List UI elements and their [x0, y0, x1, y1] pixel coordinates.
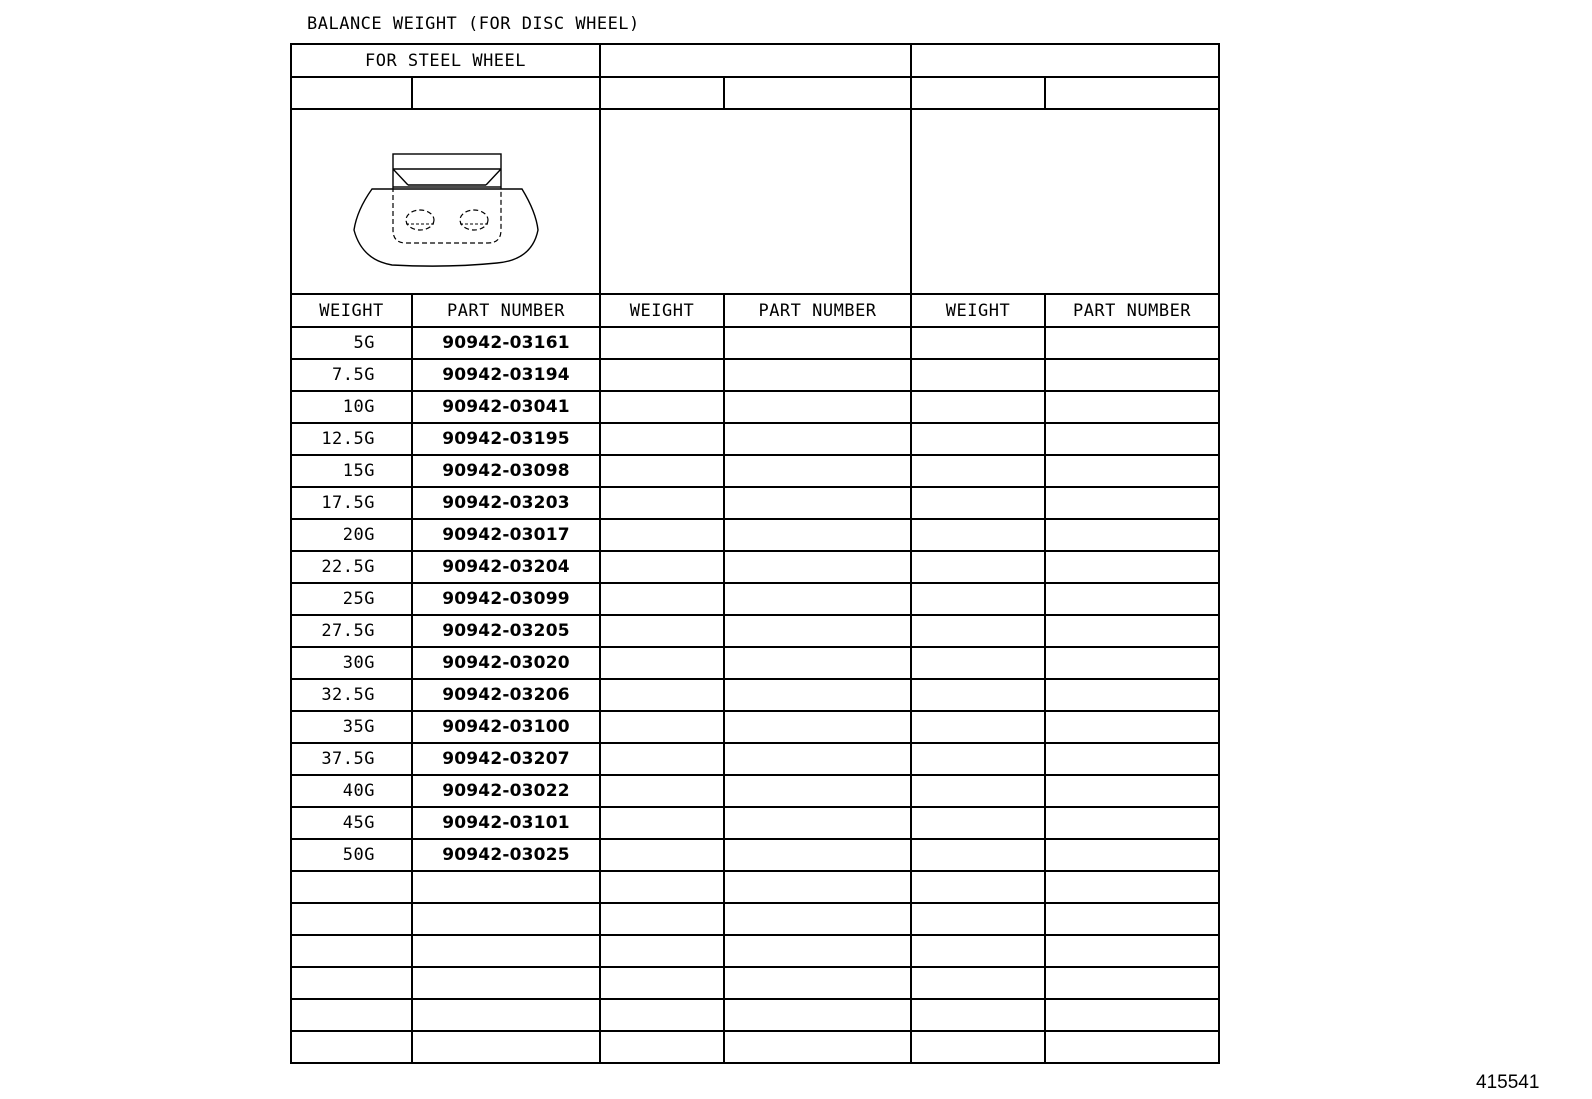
- table-row: [291, 711, 1219, 743]
- part-number-cell: [412, 935, 600, 967]
- weight-cell: [911, 871, 1045, 903]
- part-number-cell: [1045, 807, 1219, 839]
- part-number-cell: [1045, 743, 1219, 775]
- part-number-cell: [1045, 487, 1219, 519]
- weight-cell: [600, 711, 724, 743]
- weight-cell: [600, 999, 724, 1031]
- part-number-cell: [1045, 615, 1219, 647]
- part-number-cell: 90942-03205: [412, 615, 600, 647]
- table-row: [291, 551, 1219, 583]
- part-number-cell: [724, 743, 911, 775]
- part-number-cell: [1045, 839, 1219, 871]
- part-number-cell: [724, 871, 911, 903]
- part-number-cell: 90942-03207: [412, 743, 600, 775]
- weight-cell: [911, 775, 1045, 807]
- table-row: [291, 519, 1219, 551]
- weight-cell: [911, 967, 1045, 999]
- weight-cell: [600, 423, 724, 455]
- weight-cell: [600, 391, 724, 423]
- weight-cell: [911, 999, 1045, 1031]
- part-number-cell: 90942-03020: [412, 647, 600, 679]
- weight-cell: [911, 391, 1045, 423]
- table-row: [291, 743, 1219, 775]
- part-number-cell: [1045, 711, 1219, 743]
- weight-cell: [291, 1031, 412, 1063]
- weight-cell: [911, 487, 1045, 519]
- part-number-cell: [724, 519, 911, 551]
- weight-cell: 35G: [291, 711, 412, 743]
- part-number-cell: [412, 1031, 600, 1063]
- blank-illustration-cell: [600, 109, 911, 294]
- part-number-cell: [724, 359, 911, 391]
- column-header-row: [291, 294, 1219, 327]
- blank-cell: [291, 77, 412, 109]
- weight-cell: [911, 423, 1045, 455]
- part-number-cell: 90942-03017: [412, 519, 600, 551]
- part-number-cell: [724, 583, 911, 615]
- weight-cell: [911, 1031, 1045, 1063]
- weight-cell: [600, 935, 724, 967]
- part-number-cell: [724, 551, 911, 583]
- group-title-2: [600, 44, 911, 77]
- blank-cell: [1045, 77, 1219, 109]
- table-row: [291, 871, 1219, 903]
- part-number-cell: 90942-03099: [412, 583, 600, 615]
- part-number-cell: [1045, 455, 1219, 487]
- part-number-cell: 90942-03041: [412, 391, 600, 423]
- part-number-cell: 90942-03194: [412, 359, 600, 391]
- part-number-column-header: PART NUMBER: [412, 294, 600, 327]
- weight-cell: 32.5G: [291, 679, 412, 711]
- part-number-cell: [724, 647, 911, 679]
- weight-cell: [600, 839, 724, 871]
- part-number-cell: 90942-03098: [412, 455, 600, 487]
- table-row: [291, 391, 1219, 423]
- weight-cell: [600, 967, 724, 999]
- weight-cell: [911, 711, 1045, 743]
- table-row: [291, 615, 1219, 647]
- weight-cell: [911, 679, 1045, 711]
- group-title-steel-wheel: FOR STEEL WHEEL: [291, 44, 600, 77]
- part-number-cell: [724, 935, 911, 967]
- weight-cell: 40G: [291, 775, 412, 807]
- weight-cell: [911, 743, 1045, 775]
- part-number-cell: 90942-03022: [412, 775, 600, 807]
- weight-cell: [600, 775, 724, 807]
- weight-body-outline: [354, 189, 538, 266]
- hidden-lines: [393, 187, 501, 243]
- weight-cell: 45G: [291, 807, 412, 839]
- diagram-id: 415541: [1476, 1072, 1540, 1093]
- part-number-cell: [412, 871, 600, 903]
- part-number-cell: [724, 1031, 911, 1063]
- weight-cell: [600, 327, 724, 359]
- weight-cell: 27.5G: [291, 615, 412, 647]
- part-number-cell: [1045, 423, 1219, 455]
- weight-cell: [911, 583, 1045, 615]
- table-row: [291, 647, 1219, 679]
- part-number-cell: [1045, 583, 1219, 615]
- document-title: BALANCE WEIGHT (FOR DISC WHEEL): [307, 14, 640, 34]
- part-number-cell: [1045, 519, 1219, 551]
- weight-cell: [600, 743, 724, 775]
- part-number-column-header: PART NUMBER: [1045, 294, 1219, 327]
- part-number-cell: [724, 423, 911, 455]
- part-number-cell: [1045, 903, 1219, 935]
- table-row: [291, 327, 1219, 359]
- clip-outline: [393, 154, 501, 187]
- blank-illustration-cell: [911, 109, 1219, 294]
- weight-column-header: WEIGHT: [600, 294, 724, 327]
- part-number-cell: 90942-03025: [412, 839, 600, 871]
- part-number-cell: [1045, 359, 1219, 391]
- part-number-cell: [724, 775, 911, 807]
- part-number-cell: [1045, 391, 1219, 423]
- part-number-cell: [724, 615, 911, 647]
- weight-cell: 15G: [291, 455, 412, 487]
- weight-cell: [291, 903, 412, 935]
- part-number-cell: [724, 903, 911, 935]
- part-number-cell: [724, 839, 911, 871]
- part-number-cell: [1045, 775, 1219, 807]
- table-row: [291, 807, 1219, 839]
- part-number-cell: [1045, 551, 1219, 583]
- part-number-cell: [1045, 871, 1219, 903]
- weight-cell: 50G: [291, 839, 412, 871]
- part-number-cell: [1045, 999, 1219, 1031]
- weight-cell: [600, 871, 724, 903]
- weight-cell: [600, 455, 724, 487]
- part-number-cell: 90942-03204: [412, 551, 600, 583]
- weight-cell: [600, 903, 724, 935]
- weight-cell: [600, 615, 724, 647]
- part-number-cell: [724, 999, 911, 1031]
- weight-cell: 12.5G: [291, 423, 412, 455]
- table-row: [291, 455, 1219, 487]
- table-row: [291, 359, 1219, 391]
- table-row: [291, 903, 1219, 935]
- table-row: [291, 423, 1219, 455]
- weight-cell: 7.5G: [291, 359, 412, 391]
- blank-cell: [600, 77, 724, 109]
- table-row: [291, 967, 1219, 999]
- table-row: [291, 487, 1219, 519]
- part-number-cell: [724, 711, 911, 743]
- part-number-cell: [724, 455, 911, 487]
- weight-cell: [911, 935, 1045, 967]
- weight-cell: [911, 903, 1045, 935]
- weight-cell: [600, 679, 724, 711]
- weight-cell: [600, 807, 724, 839]
- part-number-cell: [412, 999, 600, 1031]
- table-row: [291, 775, 1219, 807]
- weight-cell: 25G: [291, 583, 412, 615]
- weight-cell: [911, 327, 1045, 359]
- weight-cell: [911, 519, 1045, 551]
- weight-cell: [911, 455, 1045, 487]
- part-number-cell: [724, 327, 911, 359]
- part-number-cell: [724, 391, 911, 423]
- table-row: [291, 679, 1219, 711]
- part-number-cell: [1045, 647, 1219, 679]
- part-number-column-header: PART NUMBER: [724, 294, 911, 327]
- part-number-cell: [412, 967, 600, 999]
- part-number-cell: [724, 967, 911, 999]
- weight-cell: [600, 1031, 724, 1063]
- part-number-cell: 90942-03195: [412, 423, 600, 455]
- weight-cell: 30G: [291, 647, 412, 679]
- part-number-cell: 90942-03100: [412, 711, 600, 743]
- part-number-cell: [1045, 327, 1219, 359]
- group-title-3: [911, 44, 1219, 77]
- weight-cell: [911, 615, 1045, 647]
- weight-cell: [911, 839, 1045, 871]
- part-number-cell: 90942-03101: [412, 807, 600, 839]
- weight-cell: [291, 999, 412, 1031]
- weight-cell: [911, 647, 1045, 679]
- weight-cell: 37.5G: [291, 743, 412, 775]
- weight-cell: [600, 359, 724, 391]
- part-number-cell: 90942-03206: [412, 679, 600, 711]
- part-number-cell: [412, 903, 600, 935]
- weight-column-header: WEIGHT: [911, 294, 1045, 327]
- balance-weight-illustration: [291, 109, 600, 294]
- group-header-row: [291, 44, 1219, 77]
- balance-weight-drawing: [292, 110, 597, 293]
- table-row: [291, 1031, 1219, 1063]
- table-row: [291, 583, 1219, 615]
- part-number-cell: [724, 679, 911, 711]
- part-number-cell: 90942-03161: [412, 327, 600, 359]
- weight-cell: [600, 519, 724, 551]
- subheader-blank-row: [291, 77, 1219, 109]
- balance-weight-table: [290, 43, 1220, 1064]
- blank-cell: [412, 77, 600, 109]
- part-number-cell: 90942-03203: [412, 487, 600, 519]
- illustration-row: [291, 109, 1219, 294]
- table-row: [291, 999, 1219, 1031]
- part-number-cell: [724, 487, 911, 519]
- weight-cell: [291, 935, 412, 967]
- weight-cell: [911, 807, 1045, 839]
- part-number-cell: [724, 807, 911, 839]
- weight-cell: 17.5G: [291, 487, 412, 519]
- weight-cell: [600, 551, 724, 583]
- part-number-cell: [1045, 679, 1219, 711]
- weight-cell: 5G: [291, 327, 412, 359]
- part-number-cell: [1045, 1031, 1219, 1063]
- weight-cell: [600, 647, 724, 679]
- blank-cell: [911, 77, 1045, 109]
- part-number-cell: [1045, 935, 1219, 967]
- weight-cell: 20G: [291, 519, 412, 551]
- table-row: [291, 935, 1219, 967]
- weight-cell: 10G: [291, 391, 412, 423]
- weight-cell: [911, 359, 1045, 391]
- part-number-cell: [1045, 967, 1219, 999]
- weight-cell: [291, 871, 412, 903]
- weight-column-header: WEIGHT: [291, 294, 412, 327]
- weight-cell: 22.5G: [291, 551, 412, 583]
- weight-cell: [291, 967, 412, 999]
- weight-cell: [600, 487, 724, 519]
- weight-cell: [911, 551, 1045, 583]
- table-row: [291, 839, 1219, 871]
- blank-cell: [724, 77, 911, 109]
- weight-cell: [600, 583, 724, 615]
